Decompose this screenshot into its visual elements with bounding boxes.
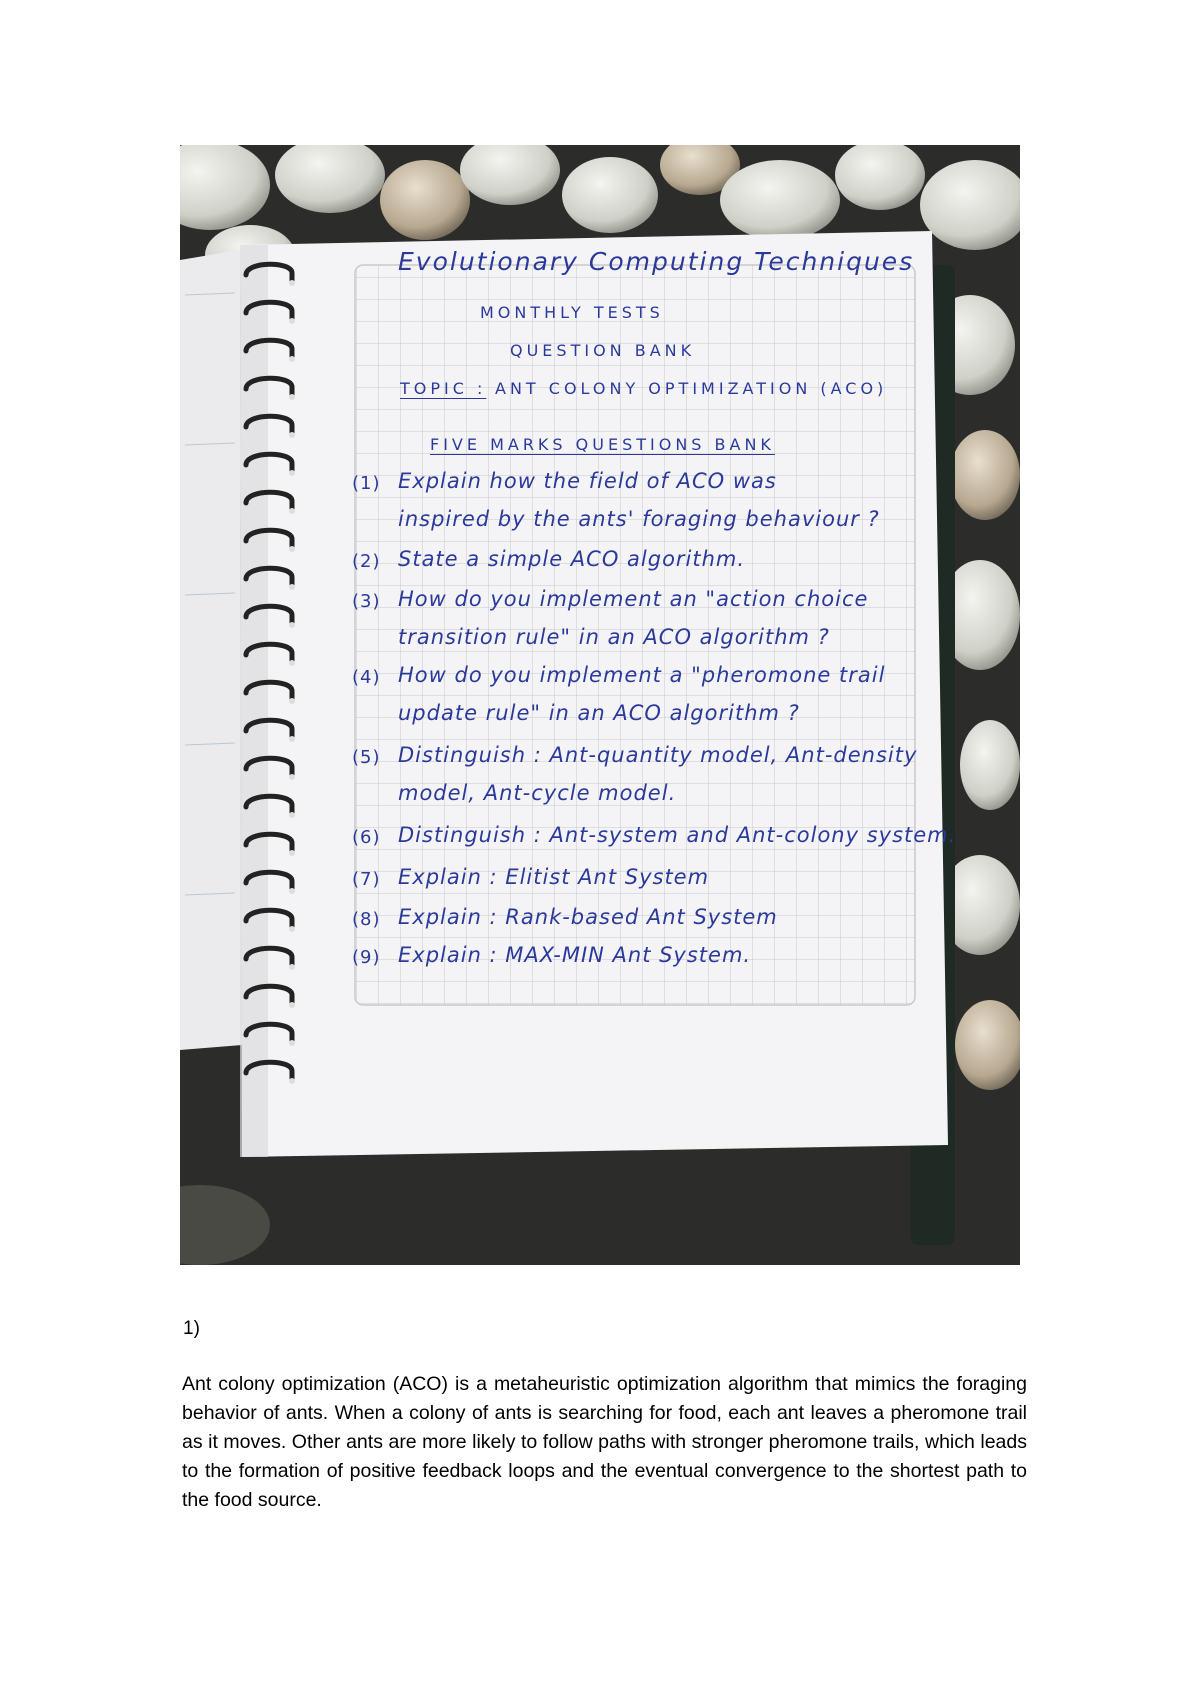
- question-4-line-2: update rule" in an ACO algorithm ?: [398, 701, 800, 725]
- notebook-photo: [180, 145, 1020, 1265]
- question-1-number: (1): [352, 473, 381, 494]
- handwritten-notes: [180, 145, 1020, 1265]
- question-4-line-1: How do you implement a "pheromone trail: [398, 663, 886, 687]
- topic-text: ANT COLONY OPTIMIZATION (ACO): [495, 379, 888, 398]
- question-5-line-2: model, Ant-cycle model.: [398, 781, 677, 805]
- notebook-subtitle-2: QUESTION BANK: [510, 341, 696, 360]
- question-3-number: (3): [352, 591, 381, 612]
- question-4-number: (4): [352, 667, 381, 688]
- question-3-line-2: transition rule" in an ACO algorithm ?: [398, 625, 830, 649]
- question-2-number: (2): [352, 551, 381, 572]
- topic-label: TOPIC :: [400, 379, 487, 398]
- question-5-line-1: Distinguish : Ant-quantity model, Ant-density: [398, 743, 918, 767]
- question-8-number: (8): [352, 909, 381, 930]
- notebook-title: Evolutionary Computing Techniques: [398, 247, 915, 276]
- question-5-number: (5): [352, 747, 381, 768]
- question-3-line-1: How do you implement an "action choice: [398, 587, 869, 611]
- question-9-number: (9): [352, 947, 381, 968]
- question-2-line-1: State a simple ACO algorithm.: [398, 547, 746, 571]
- question-8-line-1: Explain : Rank-based Ant System: [398, 905, 778, 929]
- question-1-line-2: inspired by the ants' foraging behaviour ?: [398, 507, 880, 531]
- question-6-line-1: Distinguish : Ant-system and Ant-colony system.: [398, 823, 957, 847]
- answer-number: 1): [183, 1318, 200, 1339]
- answer-paragraph: Ant colony optimization (ACO) is a metaheuristic optimization algorithm that mimics the foraging behavior of ants. When a colony of ants is searching for food, each ant leaves a pheromone trail as it moves. Other ants are more likely to follow paths with stronger pheromone trails, which leads to the formation of positive feedback loops and the eventual convergence to the shortest path to the food source.: [182, 1373, 1027, 1511]
- question-7-line-1: Explain : Elitist Ant System: [398, 865, 710, 889]
- question-1-line-1: Explain how the field of ACO was: [398, 469, 777, 493]
- notebook-subtitle-1: MONTHLY TESTS: [480, 303, 664, 322]
- section-heading: FIVE MARKS QUESTIONS BANK: [430, 435, 775, 454]
- question-6-number: (6): [352, 827, 381, 848]
- question-9-line-1: Explain : MAX-MIN Ant System.: [398, 943, 752, 967]
- question-7-number: (7): [352, 869, 381, 890]
